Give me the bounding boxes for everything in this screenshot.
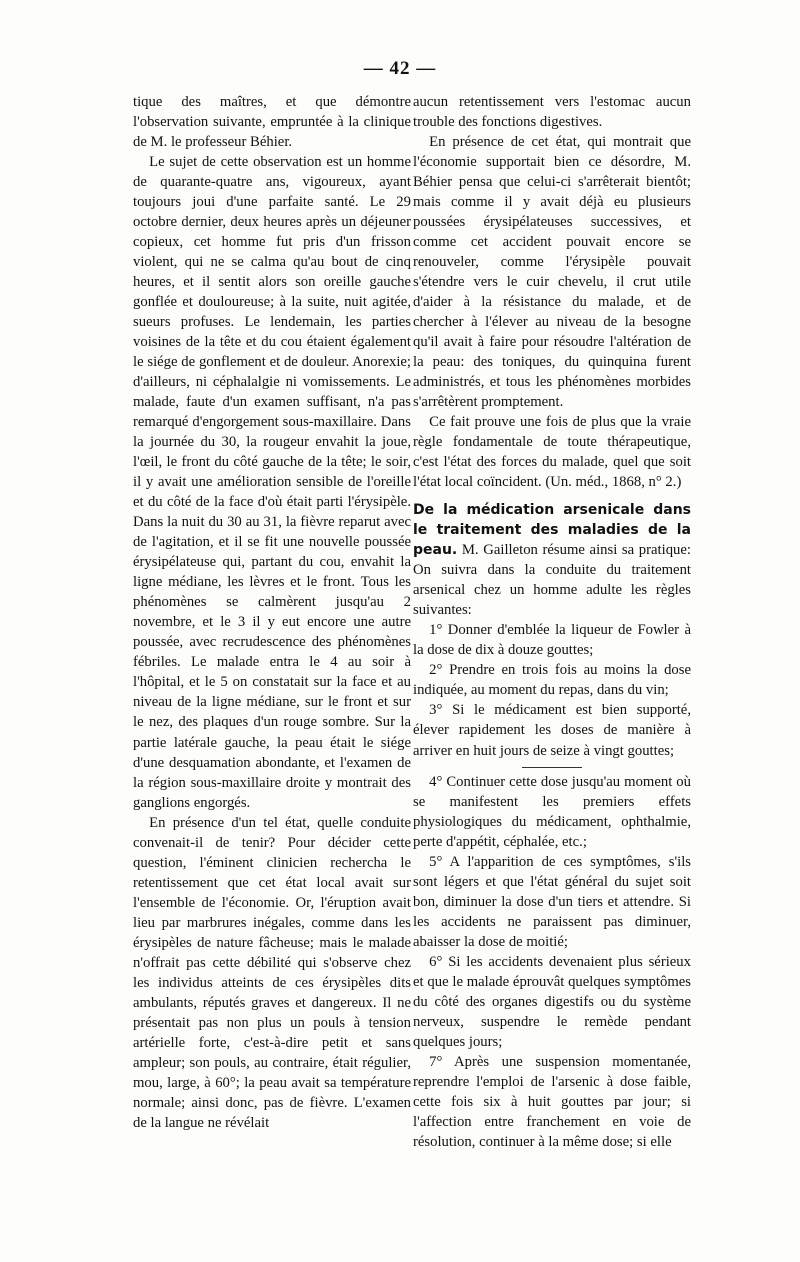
rule-item: 5° A l'apparition de ces symptômes, s'ils sont légers et que l'état général du sujet soit bon, diminuer la dose d'un tiers et attendre. Si les accidents ne paraissent pas diminuer, abaisser la dose de moitié; bbox=[413, 853, 691, 950]
paragraph: tique des maîtres, et que démontre l'observation suivante, empruntée à la clinique de M. le professeur Béhier. bbox=[133, 94, 411, 151]
paragraph: Ce fait prouve une fois de plus que la vraie règle fondamentale de toute thérapeutique, c'est l'état des forces du malade, quel que soit l'état local coïncident. (Un. méd., 1868, n° 2.) bbox=[413, 414, 691, 491]
section-intro: M. Gailleton résume ainsi sa pratique: On suivra dans la conduite du traitement arsenical chez un homme adulte les règles suivantes: bbox=[413, 542, 691, 619]
rule-item: 2° Prendre en trois fois au moins la dose indiquée, au moment du repas, dans du vin; bbox=[413, 662, 691, 699]
left-column bbox=[133, 92, 411, 1133]
rule-item: 3° Si le médicament est bien supporté, élever rapidement les doses de manière à arriver en huit jours de seize à vingt gouttes; bbox=[413, 702, 691, 759]
rule-item: 6° Si les accidents devenaient plus sérieux et que le malade éprouvât quelques symptômes du côté des organes digestifs ou du système nerveux, suspendre le remède pendant quelques jours; bbox=[413, 953, 691, 1050]
rule-item: 1° Donner d'emblée la liqueur de Fowler à la dose de dix à douze gouttes; bbox=[413, 622, 691, 659]
rule-item: 4° Continuer cette dose jusqu'au moment où se manifestent les premiers effets physiologiques du médicament, ophthalmie, perte d'appétit, céphalée, etc.; bbox=[413, 773, 691, 850]
paragraph: Le sujet de cette observation est un homme de quarante-quatre ans, vigoureux, ayant toujours joui d'une parfaite santé. Le 29 octobre dernier, deux heures après un déjeuner copieux, cet homme fut pris d'un frisson violent, qui ne se calma qu'au bout de cinq heures, et il sentit alors son oreille gauche gonflée et douloureuse; à la suite, nuit agitée, sueurs profuses. Le lendemain, les parties voisines de la tête et du cou étaient également le siége de gonflement et de douleur. Anorexie; d'ailleurs, ni céphalalgie ni vomissements. Le malade, faute d'un examen suffisant, n'a pas remarqué d'engorgement sous-maxillaire. Dans la journée du 30, la rougeur envahit la joue, l'œil, le front du côté gauche de la tête; le soir, il y avait une amélioration sensible de l'oreille et du côté de la face d'où était parti l'érysipèle. Dans la nuit du 30 au 31, la fièvre reparut avec de l'agitation, et il se fit une nouvelle poussée érysipélateuse qui, partant du cou, envahit la ligne médiane, les lèvres et le front. Tous les phénomènes se calmèrent jusqu'au 2 novembre, et le 3 il y eut encore une autre poussée, avec recrudescence des phénomènes fébriles. Le malade entra le 4 au soir à l'hôpital, et le 5 on constatait sur la face et au niveau de la ligne médiane, sur le front et sur le nez, des plaques d'un rouge sombre. Sur la partie latérale gauche, la peau était le siége d'une desquamation abondante, et l'examen de la région sous-maxillaire droite y montrait des ganglions engorgés. bbox=[133, 154, 411, 811]
section-title: De la médication arsenicale dans le traitement des maladies de la peau. bbox=[413, 502, 691, 559]
paragraph: aucun retentissement vers l'estomac aucun trouble des fonctions digestives. bbox=[413, 94, 691, 131]
right-column bbox=[413, 92, 691, 1152]
paragraph: En présence de cet état, qui montrait que l'économie supportait bien ce désordre, M. Béhier pensa que celui-ci s'arrêterait bientôt; mais comme il y avait déjà eu plusieurs poussées érysipélateuses successives, et comme cet accident pouvait encore se renouveler, comme l'érysipèle pouvait s'étendre vers le cuir chevelu, il crut utile d'aider à la résistance du malade, et de chercher à l'élever au niveau de la besogne qu'il avait à faire pour résoudre l'altération de la peau: des toniques, du quinquina furent administrés, et tous les phénomènes morbides s'arrêtèrent promptement. bbox=[413, 134, 691, 411]
separator-rule bbox=[522, 767, 582, 768]
section-paragraph bbox=[413, 500, 691, 620]
page-number: — 42 — bbox=[363, 58, 437, 79]
rule-item: 7° Après une suspension momentanée, reprendre l'emploi de l'arsenic à dose faible, cette fois six à huit gouttes par jour; si l'affection entre franchement en voie de résolution, continuer à la même dose; si elle bbox=[413, 1053, 691, 1150]
paragraph: En présence d'un tel état, quelle conduite convenait-il de tenir? Pour décider cette question, l'éminent clinicien rechercha le retentissement que cet état local avait sur l'ensemble de l'économie. Or, l'éruption avait lieu par marbrures inégales, comme dans les érysipèles de nature fâcheuse; mais le malade n'offrait pas cette débilité qui s'observe chez les individus atteints de ces érysipèles dits ambulants, réputés graves et dangereux. Il ne présentait pas non plus un pouls à tension artérielle forte, c'est-à-dire petit et sans ampleur; son pouls, au contraire, était régulier, mou, large, à 60°; la peau avait sa température normale; ainsi donc, pas de fièvre. L'examen de la langue ne révélait bbox=[133, 814, 411, 1131]
